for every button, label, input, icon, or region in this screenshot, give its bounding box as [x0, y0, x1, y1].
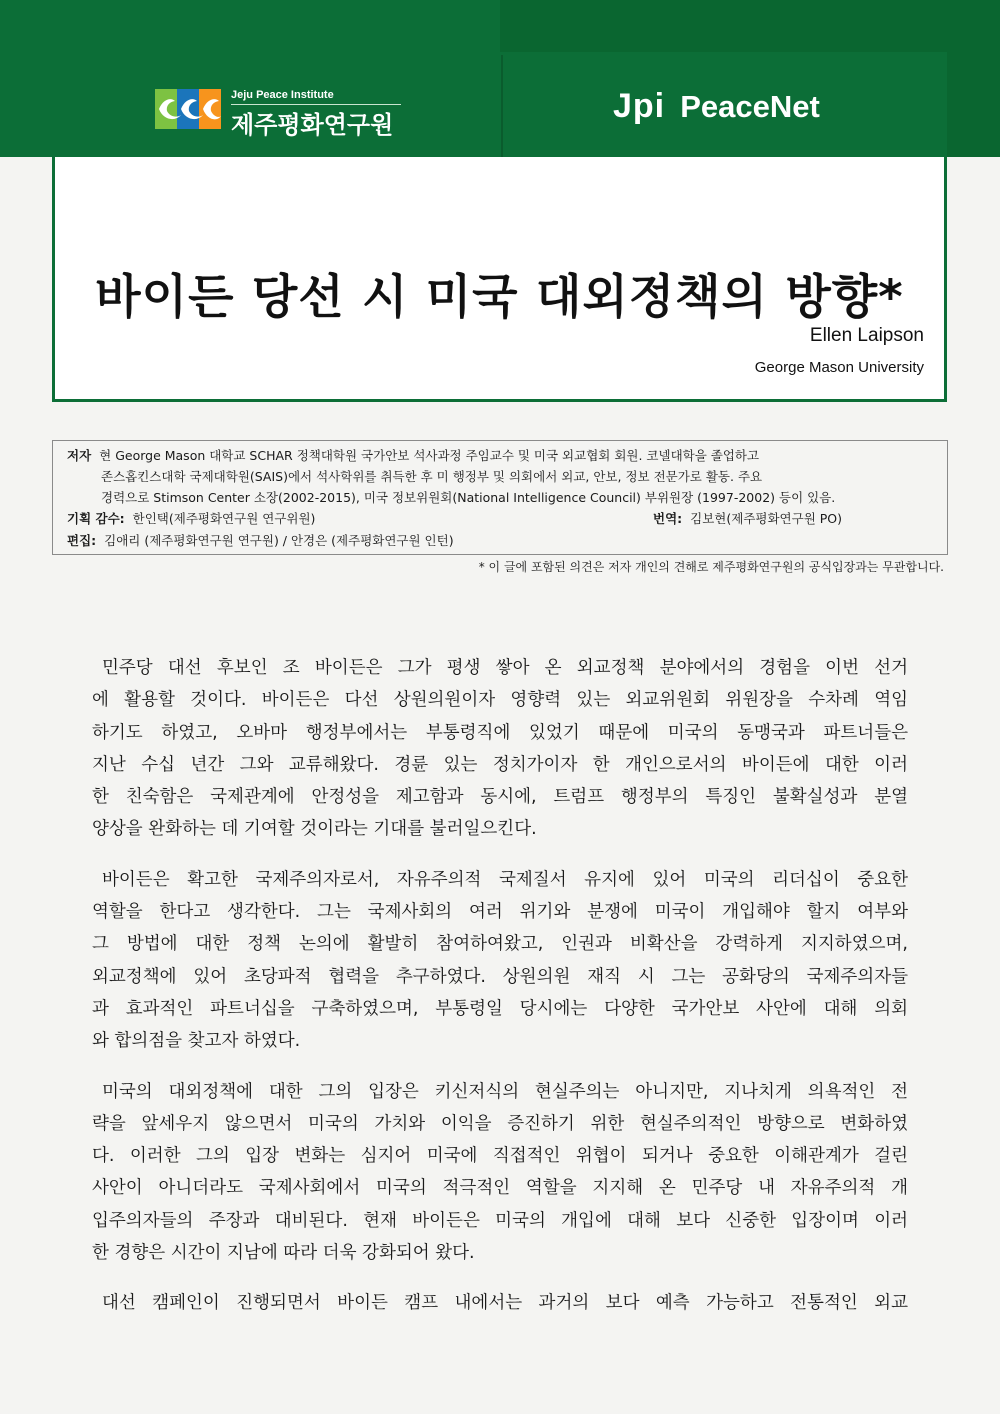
planning-value: 한인택(제주평화연구원 연구위원): [132, 511, 316, 526]
author-affiliation: George Mason University: [754, 359, 924, 376]
text-line: 하기도 하였고, 오바마 행정부에서는 부통령직에 있었기 때문에 미국의 동맹국과 파트너들은: [92, 722, 908, 743]
text-line: 와 합의점을 찾고자 하였다.: [92, 1031, 301, 1052]
header-box: [52, 52, 947, 402]
text-line: 바이든은 확고한 국제주의자로서, 자유주의적 국제질서 유지에 있어 미국의 리더십이 중요한: [102, 869, 908, 890]
author-name: Ellen Laipson: [809, 325, 924, 346]
translation-value: 김보현(제주평화연구원 PO): [690, 511, 842, 526]
author-bio-line: 경력으로 Stimson Center 소장(2002-2015), 미국 정보위원회(National Intelligence Council) 부위원장 (1997-2002) 등이 있음.: [101, 490, 836, 505]
author-info-row-2: [101, 466, 762, 488]
text-line: 역할을 한다고 생각한다. 그는 국제사회의 여러 위기와 분쟁에 미국이 개입해야 할지 여부와: [92, 902, 908, 923]
article-body: [92, 652, 908, 1338]
peacenet-mark: Jpi: [613, 87, 666, 125]
jpi-logo: [155, 87, 415, 137]
text-line: 외교정책에 있어 초당파적 협력을 추구하였다. 상원의원 재직 시 그는 공화당의 국제주의자들: [92, 966, 908, 987]
peacenet-name: PeaceNet: [680, 88, 820, 124]
paragraph-4: [92, 1287, 908, 1319]
author-info-row-3: [101, 487, 835, 509]
peacenet-logo: [613, 87, 820, 131]
text-line: 입주의자들의 주장과 대비된다. 현재 바이든은 미국의 개입에 대해 보다 신중한 입장이며 이러: [92, 1210, 908, 1231]
jpi-english-name: Jeju Peace Institute: [231, 89, 334, 101]
banner-divider: [501, 55, 503, 157]
paragraph-3: [92, 1076, 908, 1270]
text-line: 다. 이러한 그의 입장 변화는 심지어 미국에 직접적인 위협이 되거나 중요한 이해관계가 걸린: [92, 1146, 908, 1167]
planning-row: [67, 508, 315, 530]
planning-label: 기획 감수:: [67, 511, 125, 526]
text-line: 한 경향은 시간이 지남에 따라 더욱 강화되어 왔다.: [92, 1243, 475, 1264]
editing-row: [67, 530, 454, 552]
text-line: 지난 수십 년간 그와 교류해왔다. 경륜 있는 정치가이자 한 개인으로서의 바이든에 대한 이러: [92, 754, 908, 775]
editing-value: 김애리 (제주평화연구원 연구원) / 안경은 (제주평화연구원 인턴): [104, 533, 454, 548]
translation-label: 번역:: [653, 511, 683, 526]
text-line: 과 효과적인 파트너십을 구축하였으며, 부통령일 당시에는 다양한 국가안보 사안에 대해 의회: [92, 998, 908, 1019]
text-line: 미국의 대외정책에 대한 그의 입장은 키신저식의 현실주의는 아니지만, 지나치게 의욕적인 전: [102, 1081, 908, 1102]
text-line: 민주당 대선 후보인 조 바이든은 그가 평생 쌓아 온 외교정책 분야에서의 경험을 이번 선거: [102, 658, 908, 678]
author-info-row-1: [67, 445, 759, 467]
page-title: 바이든 당선 시 미국 대외정책의 방향*: [95, 270, 904, 325]
text-line: 대선 캠페인이 진행되면서 바이든 캠프 내에서는 과거의 보다 예측 가능하고 전통적인 외교: [102, 1293, 908, 1314]
header-banner: [55, 55, 944, 157]
author-label: 저자: [67, 448, 92, 463]
author-bio-line: 현 George Mason 대학교 SCHAR 정책대학원 국가안보 석사과정 주임교수 및 미국 외교협회 회원. 코넬대학을 졸업하고: [99, 448, 760, 463]
author-bio-line: 존스홉킨스대학 국제대학원(SAIS)에서 석사학위를 취득한 후 미 행정부 및 의회에서 외교, 안보, 정보 전문가로 활동. 주요: [101, 469, 763, 484]
disclaimer: * 이 글에 포함된 의견은 저자 개인의 견해로 제주평화연구원의 공식입장과는 무관합니다.: [478, 560, 944, 574]
paragraph-2: [92, 864, 908, 1058]
editing-label: 편집:: [67, 533, 97, 548]
jpi-korean-name: 제주평화연구원: [231, 111, 394, 139]
text-line: 에 활용할 것이다. 바이든은 다선 상원의원이자 영향력 있는 외교위원회 위원장을 수차례 역임: [92, 690, 908, 711]
text-line: 한 친숙함은 국제관계에 안정성을 제고함과 동시에, 트럼프 행정부의 특징인 불확실성과 분열: [92, 787, 908, 808]
text-line: 양상을 완화하는 데 기여할 것이라는 기대를 불러일으킨다.: [92, 819, 537, 840]
author-info-box: [52, 440, 948, 555]
text-line: 략을 앞세우지 않으면서 미국의 가치와 이익을 증진하기 위한 현실주의적인 방향으로 변화하였: [92, 1113, 908, 1134]
paragraph-1: [92, 652, 908, 846]
text-line: 사안이 아니더라도 국제사회에서 미국의 적극적인 역할을 지지해 온 민주당 내 자유주의적 개: [92, 1178, 908, 1199]
translation-row: [653, 508, 842, 530]
text-line: 그 방법에 대한 정책 논의에 활발히 참여하여왔고, 인권과 비확산을 강력하게 지지하였으며,: [92, 934, 908, 955]
jeju-peace-institute-logo-icon: [155, 87, 221, 131]
